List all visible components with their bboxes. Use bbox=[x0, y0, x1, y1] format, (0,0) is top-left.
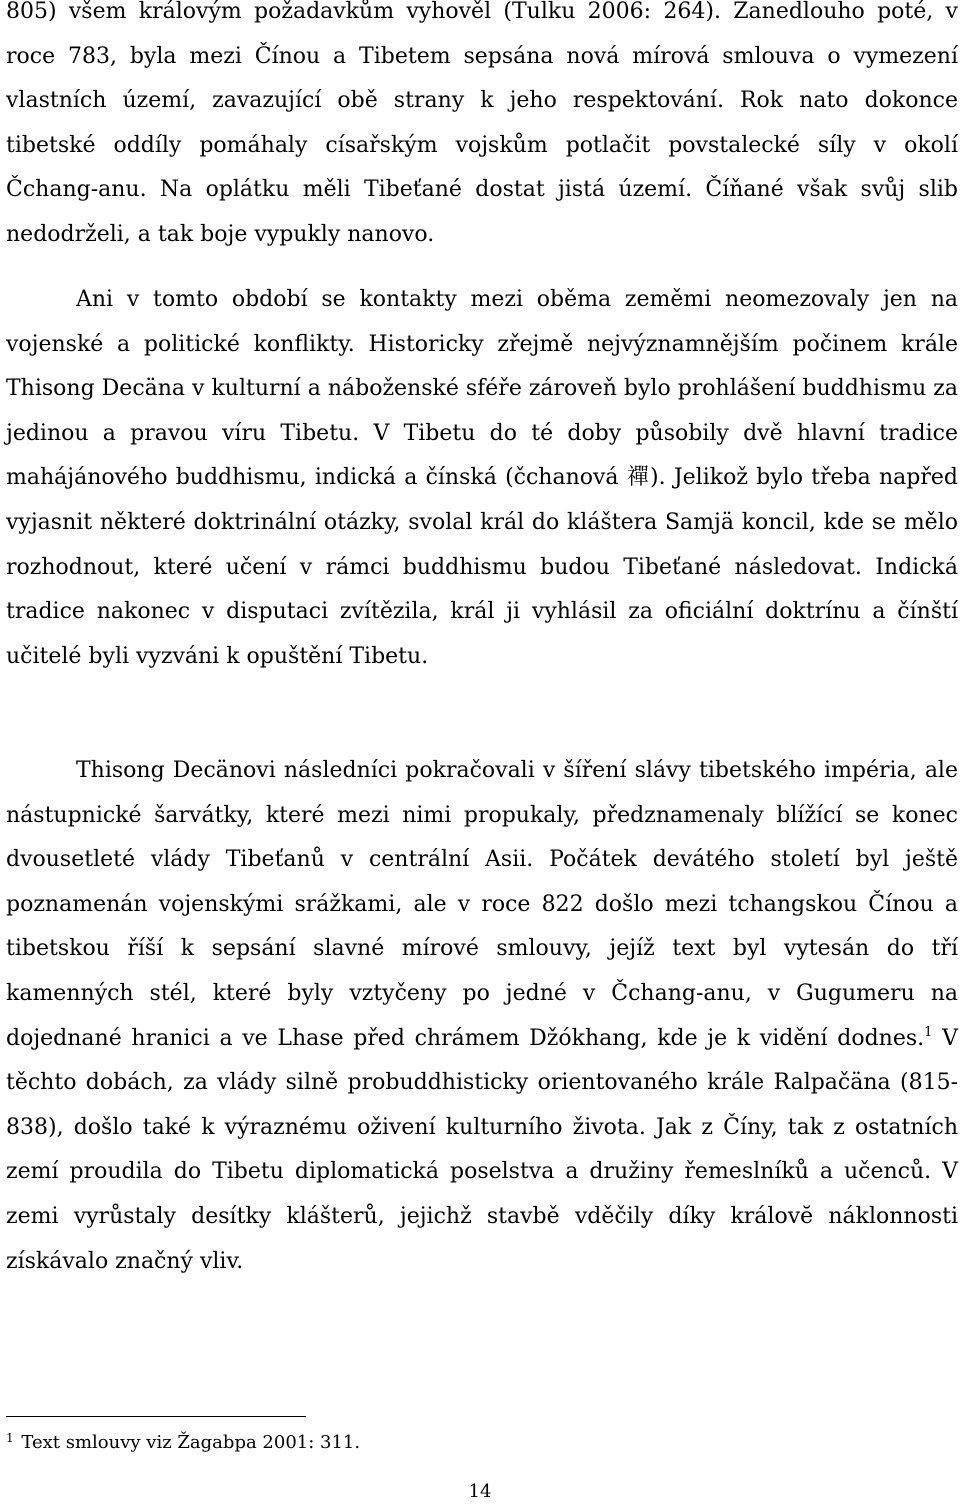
footnote-number: 1 bbox=[6, 1431, 14, 1445]
footnote-text: Text smlouvy viz Žagabpa 2001: 311. bbox=[21, 1432, 361, 1453]
paragraph-1: 805) všem královým požadavkům vyhověl (Tulku 2006: 264). Zanedlouho poté, v roce 783, byla mezi Čínou a Tibetem sepsána nová mírová smlouva o vymezení vlastních území, zavazující obě strany k jeho respektování. Rok nato dokonce tibetské oddíly pomáhaly císařským vojskům potlačit povstalecké síly v okolí Čchang-anu. Na oplátku měli Tibeťané dostat jistá území. Číňané však svůj slib nedodrželi, a tak boje vypukly nanovo. bbox=[6, 0, 958, 247]
paragraph-3-text-before-note: Thisong Decänovi následníci pokračovali v šíření slávy tibetského impéria, ale nástupnické šarvátky, které mezi nimi propukaly, předznamenaly blížící se konec dvousetleté vlády Tibeťanů v centrální Asii. Počátek devátého století byl ještě poznamenán vojenskými srážkami, ale v roce 822 došlo mezi tchangskou Čínou a tibetskou říší k sepsání slavné mírové smlouvy, jejíž text byl vytesán do tří kamenných stél, které byly vztyčeny po jedné v Čchang-anu, v Gugumeru na dojednané hranici a ve Lhase před chrámem Džókhang, kde je k vidění dodnes. bbox=[6, 758, 958, 1051]
paragraph-3 bbox=[6, 749, 958, 1284]
footnote-separator bbox=[6, 1416, 306, 1417]
paragraph-3-text-after-note: V těchto dobách, za vlády silně probuddhisticky orientovaného krále Ralpačäna (815-838), došlo také k výraznému oživení kulturního života. Jak z Číny, tak z ostatních zemí proudila do Tibetu diplomatická poselstva a družiny řemeslníků a učenců. V zemi vyrůstaly desítky klášterů, jejichž stavbě vděčily díky královĕ náklonnosti získávalo značný vliv. bbox=[6, 1025, 958, 1274]
footnote bbox=[6, 1428, 360, 1458]
paragraph-2: Ani v tomto období se kontakty mezi oběma zeměmi neomezovaly jen na vojenské a politické konflikty. Historicky zřejmě nejvýznamnějším počinem krále Thisong Decäna v kulturní a náboženské sféře zároveň bylo prohlášení buddhismu za jedinou a pravou víru Tibetu. V Tibetu do té doby působily dvě hlavní tradice mahájánového buddhismu, indická a čínská (čchanová 禪). Jelikož bylo třeba napřed vyjasnit některé doktrinální otázky, svolal král do kláštera Samjä koncil, kde se mělo rozhodnout, které učení v rámci buddhismu budou Tibeťané následovat. Indická tradice nakonec v disputaci zvítězila, král ji vyhlásil za oficiální doktrínu a čínští učitelé byli vyzváni k opuštění Tibetu. bbox=[6, 287, 959, 669]
footnote-reference[interactable]: 1 bbox=[924, 1024, 933, 1040]
page-number: 14 bbox=[468, 1481, 492, 1502]
